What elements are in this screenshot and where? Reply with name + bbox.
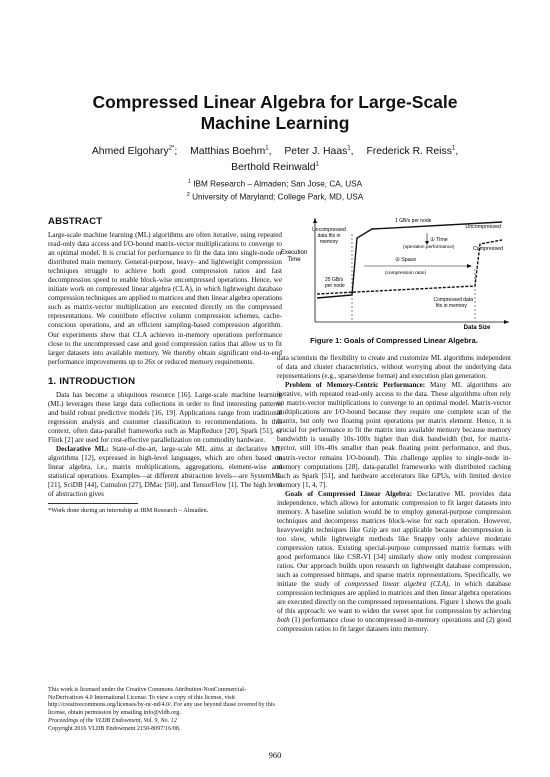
affiliations: [40, 177, 510, 203]
author-4: Frederick R. Reiss$^1$,: [366, 146, 459, 158]
intro-paragraph-2: Declarative ML: State-of-the-art, large-scale ML aims at declarative ML algorithms [12], expressed in high-level languages, which are often based on linear algebra, i.e., matrix multiplications, aggregations, element-wise and statistical operations. Examples—at different abstraction levels—are SystemML [21], SciDB [44], Cumulon [27], DMac [50], and TensorFlow [1]. The high level of abstraction gives: [48, 444, 282, 499]
author-list: [40, 143, 510, 174]
author-5: Berthold Reinwald$^1$: [231, 161, 319, 173]
figure-1-diagram: [277, 214, 511, 330]
label-uncompressed-box-1: Uncompressed: [312, 227, 346, 233]
x-axis-arrow: [504, 320, 509, 324]
right-paragraph-0: data scientists the flexibility to create and customize ML algorithms independent of data and cluster characteristics, without worrying about the underlying data representations (e.g., sparse/dense format) and execution plan generation.: [277, 354, 511, 381]
label-uncompressed: Uncompressed: [465, 224, 501, 230]
figure-1-caption: Figure 1: Goals of Compressed Linear Algebra.: [310, 336, 478, 345]
label-compressed: Compressed: [472, 246, 503, 252]
figure-1: [277, 214, 511, 330]
label-25gb-1: 25 GB/s: [325, 277, 344, 283]
label-bandwidth: 1 GB/s per node: [395, 218, 432, 224]
proceedings-line: Proceedings of the VLDB Endowment, Vol. 9, No. 12: [48, 717, 177, 724]
space-arrow-head: [467, 264, 472, 268]
affiliation-2: $^2$ University of Maryland; College Park, MD, USA: [186, 192, 364, 202]
author-3: Peter J. Haas$^1$,: [284, 146, 354, 158]
label-uncompressed-box-3: memory: [319, 239, 339, 245]
title-line-2: Machine Learning: [200, 113, 350, 133]
label-time-2: (operation performance): [403, 245, 455, 250]
y-axis-label-1: Execution: [280, 250, 308, 256]
right-paragraph-1: Problem of Memory-Centric Performance: Many ML algorithms are iterative, with repeated read-only access to the data. These algorithms often rely on matrix-vector multiplications to converge to an optimal model. Matrix-vector multiplications are I/O-bound because they require one complete scan of the matrix, but only two floating point operations per matrix element. Hence, it is crucial for performance to fit the matrix into available memory because memory bandwidth is usually 10x-100x higher than disk bandwidth (but, for matrix-vector, still 10x-40x smaller than peak floating point performance, and thus, matrix-vector remains I/O-bound). This challenge applies to single-node in-memory computations [28], data-parallel frameworks with distributed caching such as Spark [51], and hardware accelerators like GPUs, with limited device memory [1, 4, 7].: [277, 381, 511, 489]
page-number: 960: [268, 750, 282, 760]
right-column: [277, 214, 511, 634]
author-2: Matthias Boehm$^1$,: [190, 146, 272, 158]
license-text: This work is licensed under the Creative Commons Attribution-NonCommercial-NoDerivatives 4.0 International License. To view a copy of this license, visit http://creativecommons.org/licenses/by-nc-nd/4.0/. For any use beyond those covered by this license, obtain permission by emailing info@vldb.org.: [48, 687, 275, 717]
y-axis-label-2: Time: [287, 257, 301, 263]
label-space-1: ② Space: [395, 257, 417, 263]
left-column: [48, 216, 282, 515]
title-line-1: Compressed Linear Algebra for Large-Scale: [92, 92, 458, 112]
label-space-2: (compression ratio): [385, 271, 427, 276]
right-paragraph-2: Goals of Compressed Linear Algebra: Declarative ML provides data independence, which allows for automatic compression to fit larger datasets into memory. A baseline solution would be to employ general-purpose compression techniques and decompress matrices block-wise for each operation. However, heavyweight techniques like Gzip are not applicable because decompression is too slow, while lightweight methods like Snappy only achieve moderate compression ratios. Existing special-purpose compressed matrix formats with good performance like CSR-VI [34] similarly show only modest compression ratios. Our approach builds upon research on lightweight database compression, such as compressed bitmaps, and sparse matrix representations. Specifically, we initiate the study of compressed linear algebra (CLA), in which database compression techniques are applied to matrices and then linear algebra operations are executed directly on the compressed representations. Figure 1 shows the goals of this approach: we want to widen the sweet spot for compression by achieving both (1) performance close to uncompressed in-memory operations and (2) good compression ratios to fit larger datasets into memory.: [277, 489, 511, 634]
label-uncompressed-box-2: data fits in: [317, 233, 341, 239]
abstract-heading: ABSTRACT: [48, 216, 103, 227]
author-1: Ahmed Elgohary$^{2*}$;: [91, 146, 178, 158]
footnote: *Work done during an internship at IBM Research – Almaden.: [48, 507, 209, 515]
introduction-heading: 1. INTRODUCTION: [48, 375, 136, 387]
label-25gb-2: per node: [325, 283, 345, 289]
label-time-1: ① Time: [430, 237, 448, 243]
intro-paragraph-1: Data has become a ubiquitous resource [16]. Large-scale machine learning (ML) leverages these large data collections in order to find interesting patterns and build robust predictive models [16, 19]. Applications range from traditional regression analysis and customer classification to recommendations. In this context, often data-parallel frameworks such as MapReduce [20], Spark [51], or Flink [2] are used for cost-effective parallelization on commodity hardware.: [48, 390, 282, 444]
x-axis-label: Data Size: [463, 325, 491, 330]
license-block: [48, 687, 280, 733]
footnote-divider: [48, 503, 138, 504]
y-axis-arrow: [313, 218, 317, 223]
affiliation-1: $^1$ IBM Research – Almaden; San Jose, CA, USA: [187, 179, 363, 189]
label-compressed-fits-2: fits in memory: [435, 303, 467, 309]
abstract-text: Large-scale machine learning (ML) algorithms are often iterative, using repeated read-only data access and I/O-bound matrix-vector multiplications to converge to an optimal model. It is crucial for performance to fit the data into single-node or distributed main memory. General-purpose, heavy- and lightweight compression techniques struggle to achieve both good compression ratios and fast decompression speed to enable block-wise uncompressed operations. Hence, we initiate work on compressed linear algebra (CLA), in which lightweight database compression techniques are applied to matrices and then linear algebra operations such as matrix-vector multiplication are executed directly on the compressed representations. We contribute effective column compression schemes, cache-conscious operations, and an efficient sampling-based compression algorithm. Our experiments show that CLA achieves in-memory operations performance close to the uncompressed case and good compression ratios that allow us to fit larger datasets into available memory. We thereby obtain significant end-to-end performance improvements up to 26x or reduced memory requirements.: [48, 231, 282, 366]
paper-title: [40, 92, 510, 134]
label-compressed-fits-1: Compressed data: [433, 297, 473, 303]
copyright-line: Copyright 2016 VLDB Endowment 2150-8097/16/08.: [48, 725, 181, 732]
